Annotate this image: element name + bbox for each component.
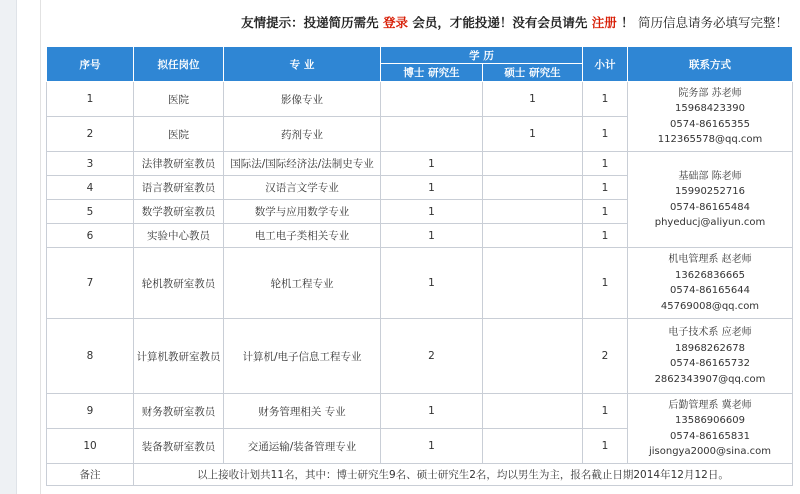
cell-major: 药剂专业: [224, 117, 381, 152]
contact-dept: 机电管理系 赵老师: [668, 254, 752, 265]
cell-subtotal: 1: [583, 394, 628, 429]
cell-position: 装备教研室教员: [134, 429, 224, 464]
notice-suffix: ！: [621, 15, 634, 30]
cell-major: 国际法/国际经济法/法制史专业: [224, 152, 381, 176]
header-contact: 联系方式: [628, 47, 793, 82]
cell-phd: [381, 82, 483, 117]
left-divider: [40, 0, 41, 494]
cell-seq: 5: [47, 200, 134, 224]
cell-seq: 3: [47, 152, 134, 176]
contact-cell: [628, 319, 793, 394]
contact-cell: [628, 82, 793, 152]
header-position: 拟任岗位: [134, 47, 224, 82]
cell-major: 轮机工程专业: [224, 248, 381, 319]
cell-phd: 1: [381, 248, 483, 319]
contact-tel: 0574-86165644: [670, 285, 750, 296]
cell-master: 1: [483, 117, 583, 152]
table-row: [47, 82, 793, 117]
register-link[interactable]: 注册: [591, 15, 617, 30]
notice-banner: [241, 13, 788, 31]
contact-dept: 院务部 苏老师: [678, 87, 742, 99]
contact-dept: 基础部 陈老师: [678, 170, 742, 182]
cell-major: 财务管理相关 专业: [224, 394, 381, 429]
cell-master: [483, 248, 583, 319]
contact-tel: 0574-86165484: [670, 201, 750, 213]
remark-row: [47, 464, 793, 486]
cell-position: 实验中心教员: [134, 224, 224, 248]
cell-seq: 7: [47, 248, 134, 319]
cell-seq: 6: [47, 224, 134, 248]
login-link[interactable]: 登录: [382, 15, 408, 30]
cell-subtotal: 1: [583, 117, 628, 152]
cell-position: 医院: [134, 117, 224, 152]
cell-phd: 2: [381, 319, 483, 394]
cell-master: [483, 429, 583, 464]
table-row: [47, 248, 793, 319]
header-subtotal: 小计: [583, 47, 628, 82]
cell-major: 电工电子类相关专业: [224, 224, 381, 248]
contact-tel: 0574-86165732: [670, 358, 750, 369]
cell-major: 汉语言文学专业: [224, 176, 381, 200]
contact-email[interactable]: 112365578@qq.com: [657, 134, 763, 145]
cell-phd: [381, 117, 483, 152]
cell-position: 计算机教研室教员: [134, 319, 224, 394]
table-row: [47, 394, 793, 429]
table-row: [47, 152, 793, 176]
contact-email[interactable]: jisongya2000@sina.com: [648, 446, 772, 457]
notice-prefix: 友情提示：投递简历需先: [241, 15, 379, 30]
cell-seq: 8: [47, 319, 134, 394]
recruitment-table: [46, 46, 793, 486]
cell-seq: 10: [47, 429, 134, 464]
cell-seq: 9: [47, 394, 134, 429]
cell-master: [483, 200, 583, 224]
cell-subtotal: 2: [583, 319, 628, 394]
contact-email[interactable]: 45769008@qq.com: [660, 300, 760, 312]
cell-phd: 1: [381, 429, 483, 464]
remark-label: 备注: [47, 464, 134, 486]
cell-subtotal: 1: [583, 429, 628, 464]
notice-tail: 简历信息请务必填写完整！: [637, 15, 788, 30]
contact-phone: 18968262678: [675, 342, 745, 354]
cell-position: 医院: [134, 82, 224, 117]
contact-tel: 0574-86165831: [670, 430, 750, 442]
cell-subtotal: 1: [583, 248, 628, 319]
header-degree: 学 历: [381, 47, 583, 64]
table-row: [47, 319, 793, 394]
cell-master: [483, 394, 583, 429]
cell-position: 语言教研室教员: [134, 176, 224, 200]
cell-master: 1: [483, 82, 583, 117]
cell-phd: 1: [381, 394, 483, 429]
contact-dept: 后勤管理系 冀老师: [668, 399, 752, 411]
cell-major: 影像专业: [224, 82, 381, 117]
cell-subtotal: 1: [583, 152, 628, 176]
cell-seq: 2: [47, 117, 134, 152]
cell-subtotal: 1: [583, 176, 628, 200]
contact-phone: 15968423390: [675, 103, 745, 114]
cell-position: 数学教研室教员: [134, 200, 224, 224]
cell-master: [483, 176, 583, 200]
cell-position: 轮机教研室教员: [134, 248, 224, 319]
header-master: 硕士 研究生: [483, 64, 583, 82]
contact-cell: [628, 248, 793, 319]
header-major: 专 业: [224, 47, 381, 82]
contact-phone: 15990252716: [675, 186, 745, 197]
cell-phd: 1: [381, 224, 483, 248]
cell-phd: 1: [381, 152, 483, 176]
contact-phone: 13586906609: [675, 415, 745, 426]
cell-position: 法律教研室教员: [134, 152, 224, 176]
cell-phd: 1: [381, 176, 483, 200]
cell-major: 数学与应用数学专业: [224, 200, 381, 224]
cell-subtotal: 1: [583, 200, 628, 224]
contact-cell: [628, 394, 793, 464]
cell-major: 交通运输/装备管理专业: [224, 429, 381, 464]
header-seq: 序号: [47, 47, 134, 82]
cell-seq: 4: [47, 176, 134, 200]
notice-middle: 会员，才能投递！没有会员请先: [412, 15, 588, 30]
contact-phone: 13626836665: [675, 269, 745, 281]
contact-tel: 0574-86165355: [670, 118, 750, 130]
cell-phd: 1: [381, 200, 483, 224]
contact-cell: [628, 152, 793, 248]
cell-master: [483, 319, 583, 394]
cell-position: 财务教研室教员: [134, 394, 224, 429]
left-scroll-strip: [0, 0, 17, 494]
cell-master: [483, 224, 583, 248]
contact-email[interactable]: phyeducj@aliyun.com: [654, 217, 766, 228]
cell-master: [483, 152, 583, 176]
remark-text: 以上接收计划共11名，其中：博士研究生9名、硕士研究生2名，均以男生为主，报名截止日期2014年12月12日。: [134, 464, 793, 486]
contact-email[interactable]: 2862343907@qq.com: [654, 373, 766, 385]
cell-major: 计算机/电子信息工程专业: [224, 319, 381, 394]
header-phd: 博士 研究生: [381, 64, 483, 82]
cell-subtotal: 1: [583, 82, 628, 117]
cell-seq: 1: [47, 82, 134, 117]
contact-dept: 电子技术系 应老师: [668, 327, 752, 338]
cell-subtotal: 1: [583, 224, 628, 248]
